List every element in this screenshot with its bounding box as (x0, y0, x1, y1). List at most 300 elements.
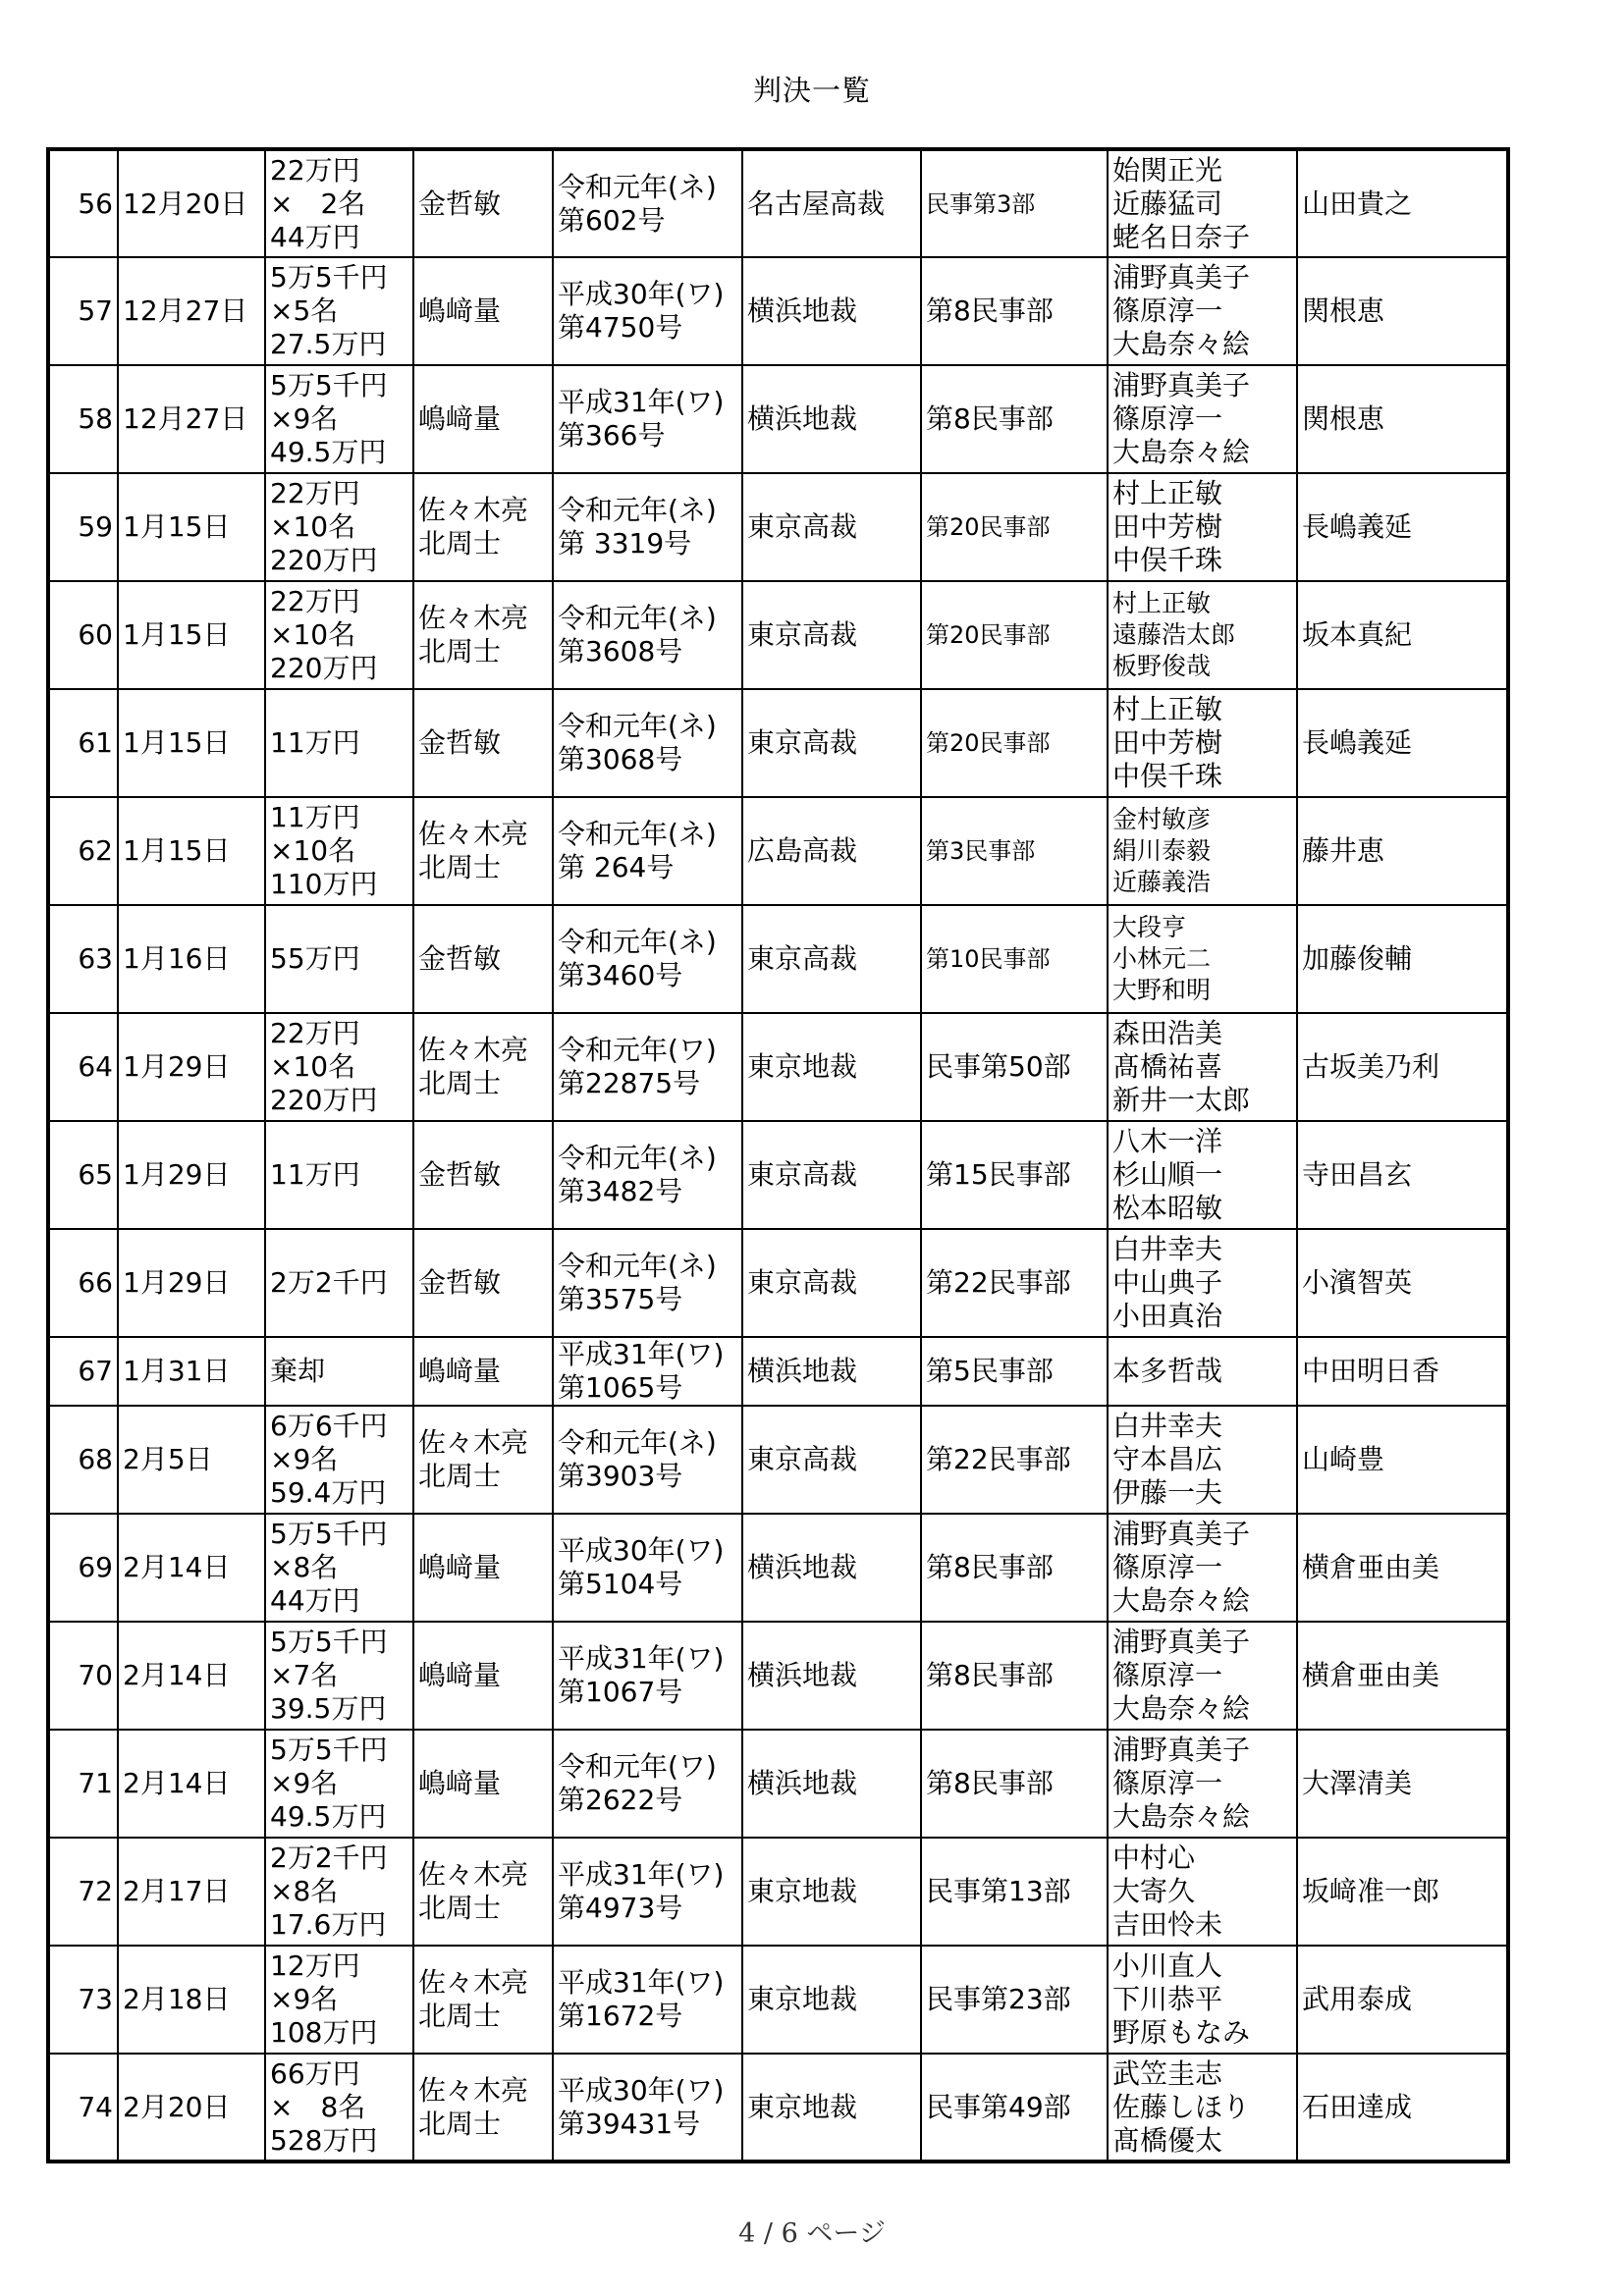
case-number-line: 第22875号 (558, 1067, 701, 1099)
award-amount-line: 220万円 (270, 652, 378, 684)
judge-names (1108, 1406, 1297, 1514)
court-division: 第10民事部 (921, 905, 1108, 1013)
award-amount-line: ×7名 (270, 1659, 339, 1691)
judge-name: 大島奈々絵 (1112, 1692, 1251, 1725)
court-name: 東京地裁 (742, 1013, 921, 1121)
case-number-line: 平成30年(ワ) (558, 278, 725, 310)
lawyer-name: 金哲敏 (418, 1158, 502, 1191)
award-amount-line: 2万2千円 (270, 1842, 388, 1874)
judge-name: 森田浩美 (1112, 1017, 1223, 1049)
clerk-name: 山田貴之 (1297, 149, 1508, 257)
case-number-line: 第3460号 (558, 959, 683, 991)
lawyer-name: 嶋﨑量 (418, 1551, 502, 1583)
case-number (553, 797, 742, 905)
judge-name: 白井幸夫 (1112, 1410, 1223, 1442)
court-division: 民事第13部 (921, 1838, 1108, 1946)
row-number: 72 (48, 1838, 118, 1946)
judge-name: 大島奈々絵 (1112, 328, 1251, 360)
judge-name: 中俣千珠 (1112, 544, 1223, 576)
row-number: 56 (48, 149, 118, 257)
court-division: 第8民事部 (921, 257, 1108, 365)
judge-name: 浦野真美子 (1112, 1626, 1251, 1658)
page-footer: 4 / 6 ページ (738, 2218, 886, 2249)
judge-name: 村上正敏 (1112, 589, 1212, 617)
case-number-line: 平成31年(ワ) (558, 1858, 725, 1891)
judge-name: 大島奈々絵 (1112, 1800, 1251, 1833)
judge-name: 浦野真美子 (1112, 1518, 1251, 1550)
judge-name: 篠原淳一 (1112, 1551, 1223, 1583)
award-amount-line: ×8名 (270, 1551, 339, 1583)
judge-names (1108, 1946, 1297, 2054)
award-amount-line: 11万円 (270, 726, 360, 759)
court-name: 名古屋高裁 (742, 149, 921, 257)
case-number (553, 1730, 742, 1838)
lawyer-names (413, 1013, 553, 1121)
award-amount (265, 257, 413, 365)
award-amount (265, 1229, 413, 1337)
table-row (48, 1622, 1508, 1730)
court-division: 民事第49部 (921, 2054, 1108, 2162)
judge-name: 板野俊哉 (1112, 652, 1212, 680)
lawyer-name: 嶋﨑量 (418, 1659, 502, 1691)
judge-name: 髙橋優太 (1112, 2123, 1223, 2157)
clerk-name: 藤井恵 (1297, 797, 1508, 905)
court-name: 横浜地裁 (742, 1730, 921, 1838)
clerk-name: 山崎豊 (1297, 1406, 1508, 1514)
judge-name: 守本昌広 (1112, 1443, 1223, 1475)
table-row (48, 581, 1508, 689)
judge-name: 篠原淳一 (1112, 402, 1223, 435)
case-number-line: 平成30年(ワ) (558, 1534, 725, 1567)
row-number: 63 (48, 905, 118, 1013)
judge-names (1108, 2054, 1297, 2162)
case-number-line: 第1065号 (558, 1371, 683, 1404)
award-amount-line: 22万円 (270, 477, 360, 509)
judge-name: 大寄久 (1112, 1875, 1196, 1907)
judge-name: 村上正敏 (1112, 693, 1223, 725)
case-number-line: 令和元年(ネ) (558, 602, 717, 634)
court-name: 東京高裁 (742, 905, 921, 1013)
clerk-name: 石田達成 (1297, 2054, 1508, 2162)
row-number: 57 (48, 257, 118, 365)
judge-names (1108, 1121, 1297, 1229)
court-name: 東京地裁 (742, 2054, 921, 2162)
award-amount-line: 55万円 (270, 942, 360, 975)
table-row (48, 1946, 1508, 2054)
award-amount (265, 1514, 413, 1622)
judge-name: 小田真治 (1112, 1300, 1223, 1332)
award-amount-line: 59.4万円 (270, 1476, 387, 1509)
award-amount-line: 17.6万円 (270, 1908, 387, 1941)
court-division: 民事第3部 (921, 149, 1108, 257)
judge-name: 近藤猛司 (1112, 187, 1223, 220)
ruling-date: 1月29日 (118, 1229, 265, 1337)
court-name: 広島高裁 (742, 797, 921, 905)
row-number: 61 (48, 689, 118, 797)
award-amount-line: 27.5万円 (270, 328, 387, 360)
ruling-date: 1月29日 (118, 1013, 265, 1121)
ruling-date: 12月20日 (118, 149, 265, 257)
case-number (553, 905, 742, 1013)
lawyer-name: 北周士 (418, 527, 502, 560)
award-amount-line: 44万円 (270, 220, 360, 253)
ruling-date: 12月27日 (118, 365, 265, 473)
judge-names (1108, 473, 1297, 581)
court-division: 第8民事部 (921, 365, 1108, 473)
award-amount-line: 220万円 (270, 1084, 378, 1116)
row-number: 65 (48, 1121, 118, 1229)
table-row (48, 1121, 1508, 1229)
award-amount-line: 49.5万円 (270, 1800, 387, 1833)
case-number (553, 473, 742, 581)
case-number-line: 第3575号 (558, 1283, 683, 1315)
court-division: 第20民事部 (921, 581, 1108, 689)
case-number-line: 第4973号 (558, 1892, 683, 1924)
award-amount-line: × 2名 (270, 187, 366, 220)
case-number-line: 第5104号 (558, 1568, 683, 1600)
award-amount-line: ×9名 (270, 402, 339, 435)
award-amount (265, 1121, 413, 1229)
row-number: 64 (48, 1013, 118, 1121)
judge-names (1108, 365, 1297, 473)
award-amount-line: 39.5万円 (270, 1692, 387, 1725)
court-division: 第20民事部 (921, 473, 1108, 581)
court-name: 東京高裁 (742, 689, 921, 797)
judge-names (1108, 257, 1297, 365)
ruling-date: 1月31日 (118, 1337, 265, 1406)
table-body (48, 149, 1508, 2162)
clerk-name: 長嶋義延 (1297, 689, 1508, 797)
lawyer-name: 金哲敏 (418, 187, 502, 220)
court-division: 第8民事部 (921, 1622, 1108, 1730)
award-amount-line: ×10名 (270, 1050, 356, 1083)
judge-name: 杉山順一 (1112, 1158, 1223, 1191)
ruling-date: 1月29日 (118, 1121, 265, 1229)
ruling-date: 2月14日 (118, 1730, 265, 1838)
clerk-name: 寺田昌玄 (1297, 1121, 1508, 1229)
court-name: 東京高裁 (742, 473, 921, 581)
case-number-line: 第2622号 (558, 1784, 683, 1816)
lawyer-name: 北周士 (418, 635, 502, 667)
judge-name: 本多哲哉 (1112, 1355, 1223, 1387)
case-number (553, 1514, 742, 1622)
clerk-name: 坂本真紀 (1297, 581, 1508, 689)
award-amount-line: 12万円 (270, 1949, 360, 1982)
lawyer-name: 佐々木亮 (418, 1858, 529, 1891)
court-division: 第22民事部 (921, 1229, 1108, 1337)
judge-name: 篠原淳一 (1112, 1659, 1223, 1691)
judge-name: 始関正光 (1112, 153, 1223, 187)
case-number-line: 平成31年(ワ) (558, 1338, 725, 1370)
court-division: 第5民事部 (921, 1337, 1108, 1406)
lawyer-names (413, 365, 553, 473)
award-amount-line: 220万円 (270, 544, 378, 576)
table-row (48, 905, 1508, 1013)
court-name: 横浜地裁 (742, 257, 921, 365)
case-number-line: 令和元年(ネ) (558, 1250, 717, 1282)
case-number (553, 257, 742, 365)
ruling-date: 1月15日 (118, 689, 265, 797)
row-number: 70 (48, 1622, 118, 1730)
judge-names (1108, 1838, 1297, 1946)
court-name: 東京高裁 (742, 581, 921, 689)
clerk-name: 横倉亜由美 (1297, 1622, 1508, 1730)
lawyer-name: 佐々木亮 (418, 602, 529, 634)
award-amount (265, 1838, 413, 1946)
lawyer-names (413, 1229, 553, 1337)
judge-name: 中俣千珠 (1112, 760, 1223, 792)
court-division: 第20民事部 (921, 689, 1108, 797)
lawyer-names (413, 1514, 553, 1622)
case-number-line: 第1067号 (558, 1676, 683, 1708)
table-row (48, 689, 1508, 797)
lawyer-name: 佐々木亮 (418, 494, 529, 526)
ruling-date: 2月17日 (118, 1838, 265, 1946)
judge-names (1108, 1337, 1297, 1406)
ruling-date: 1月15日 (118, 581, 265, 689)
judge-name: 大島奈々絵 (1112, 1584, 1251, 1617)
lawyer-name: 佐々木亮 (418, 818, 529, 850)
court-name: 東京高裁 (742, 1406, 921, 1514)
award-amount-line: ×9名 (270, 1443, 339, 1475)
award-amount-line: ×8名 (270, 1875, 339, 1907)
award-amount-line: × 8名 (270, 2090, 366, 2123)
award-amount (265, 1406, 413, 1514)
row-number: 74 (48, 2054, 118, 2162)
clerk-name: 長嶋義延 (1297, 473, 1508, 581)
lawyer-name: 嶋﨑量 (418, 1355, 502, 1387)
case-number-line: 第1672号 (558, 2000, 683, 2032)
row-number: 59 (48, 473, 118, 581)
case-number-line: 令和元年(ネ) (558, 818, 717, 850)
lawyer-names (413, 2054, 553, 2162)
court-division: 第15民事部 (921, 1121, 1108, 1229)
award-amount (265, 1730, 413, 1838)
judge-name: 蛯名日奈子 (1112, 220, 1251, 253)
ruling-date: 1月16日 (118, 905, 265, 1013)
award-amount-line: 22万円 (270, 153, 360, 187)
table-row (48, 797, 1508, 905)
case-number-line: 平成30年(ワ) (558, 2073, 725, 2107)
lawyer-name: 嶋﨑量 (418, 294, 502, 327)
court-name: 横浜地裁 (742, 1514, 921, 1622)
table-row (48, 1013, 1508, 1121)
row-number: 73 (48, 1946, 118, 2054)
ruling-date: 2月5日 (118, 1406, 265, 1514)
judge-name: 大島奈々絵 (1112, 436, 1251, 468)
award-amount-line: 66万円 (270, 2056, 360, 2090)
award-amount-line: 5万5千円 (270, 1626, 388, 1658)
clerk-name: 関根恵 (1297, 257, 1508, 365)
judge-name: 浦野真美子 (1112, 1734, 1251, 1766)
lawyer-names (413, 689, 553, 797)
case-number (553, 1121, 742, 1229)
lawyer-names (413, 473, 553, 581)
award-amount-line: ×10名 (270, 834, 356, 867)
award-amount-line: 5万5千円 (270, 261, 388, 294)
row-number: 62 (48, 797, 118, 905)
judge-name: 近藤義浩 (1112, 868, 1212, 896)
case-number-line: 令和元年(ネ) (558, 1426, 717, 1459)
table-row (48, 257, 1508, 365)
judge-name: 伊藤一夫 (1112, 1476, 1223, 1509)
row-number: 68 (48, 1406, 118, 1514)
clerk-name: 小濱智英 (1297, 1229, 1508, 1337)
award-amount-line: 棄却 (270, 1355, 326, 1387)
court-name: 横浜地裁 (742, 1622, 921, 1730)
case-number-line: 令和元年(ワ) (558, 1034, 717, 1066)
table-row (48, 1838, 1508, 1946)
award-amount-line: 110万円 (270, 868, 378, 900)
award-amount-line: ×10名 (270, 618, 356, 651)
ruling-date: 1月15日 (118, 473, 265, 581)
judge-name: 吉田怜未 (1112, 1908, 1223, 1941)
lawyer-names (413, 1406, 553, 1514)
lawyer-name: 佐々木亮 (418, 1034, 529, 1066)
lawyer-names (413, 905, 553, 1013)
case-number-line: 令和元年(ネ) (558, 926, 717, 958)
clerk-name: 横倉亜由美 (1297, 1514, 1508, 1622)
lawyer-name: 嶋﨑量 (418, 1767, 502, 1799)
case-number-line: 令和元年(ワ) (558, 1750, 717, 1783)
judge-name: 松本昭敏 (1112, 1192, 1223, 1224)
judge-name: 村上正敏 (1112, 477, 1223, 509)
page-title: 判決一覧 (752, 74, 871, 107)
lawyer-names (413, 149, 553, 257)
case-number (553, 1622, 742, 1730)
lawyer-name: 金哲敏 (418, 726, 502, 759)
award-amount (265, 473, 413, 581)
judge-names (1108, 581, 1297, 689)
court-division: 民事第50部 (921, 1013, 1108, 1121)
award-amount-line: 11万円 (270, 801, 360, 833)
court-name: 横浜地裁 (742, 365, 921, 473)
award-amount (265, 365, 413, 473)
lawyer-name: 北周士 (418, 1460, 502, 1492)
row-number: 71 (48, 1730, 118, 1838)
court-name: 東京高裁 (742, 1121, 921, 1229)
award-amount-line: 44万円 (270, 1584, 360, 1617)
award-amount (265, 1622, 413, 1730)
clerk-name: 中田明日香 (1297, 1337, 1508, 1406)
award-amount-line: 5万5千円 (270, 1518, 388, 1550)
lawyer-name: 佐々木亮 (418, 2073, 529, 2107)
case-number-line: 第3068号 (558, 743, 683, 775)
row-number: 58 (48, 365, 118, 473)
lawyer-name: 金哲敏 (418, 1266, 502, 1299)
award-amount (265, 2054, 413, 2162)
award-amount (265, 1013, 413, 1121)
award-amount-line: 6万6千円 (270, 1410, 388, 1442)
lawyer-names (413, 1946, 553, 2054)
court-name: 東京地裁 (742, 1838, 921, 1946)
case-number-line: 平成31年(ワ) (558, 1642, 725, 1675)
case-number (553, 2054, 742, 2162)
clerk-name: 古坂美乃利 (1297, 1013, 1508, 1121)
lawyer-names (413, 1622, 553, 1730)
judge-names (1108, 905, 1297, 1013)
case-number-line: 令和元年(ネ) (558, 170, 717, 203)
case-number-line: 平成31年(ワ) (558, 386, 725, 418)
judge-name: 佐藤しほり (1112, 2090, 1251, 2123)
ruling-date: 2月20日 (118, 2054, 265, 2162)
table-row (48, 1337, 1508, 1406)
award-amount-line: 49.5万円 (270, 436, 387, 468)
table-row (48, 1514, 1508, 1622)
table-row (48, 2054, 1508, 2162)
judge-name: 遠藤浩太郎 (1112, 620, 1236, 649)
judge-name: 田中芳樹 (1112, 510, 1223, 543)
lawyer-name: 北周士 (418, 2107, 502, 2140)
lawyer-names (413, 581, 553, 689)
judge-name: 武笠圭志 (1112, 2056, 1223, 2090)
award-amount (265, 581, 413, 689)
judge-name: 絹川泰毅 (1112, 836, 1212, 865)
ruling-date: 2月14日 (118, 1622, 265, 1730)
award-amount (265, 149, 413, 257)
lawyer-names (413, 257, 553, 365)
ruling-date: 1月15日 (118, 797, 265, 905)
table-row (48, 365, 1508, 473)
award-amount (265, 1946, 413, 2054)
judge-name: 浦野真美子 (1112, 369, 1251, 401)
award-amount-line: 108万円 (270, 2016, 378, 2049)
lawyer-name: 佐々木亮 (418, 1966, 529, 1999)
award-amount-line: 22万円 (270, 1017, 360, 1049)
clerk-name: 関根恵 (1297, 365, 1508, 473)
case-number-line: 令和元年(ネ) (558, 494, 717, 526)
ruling-date: 12月27日 (118, 257, 265, 365)
row-number: 69 (48, 1514, 118, 1622)
judge-name: 篠原淳一 (1112, 294, 1223, 327)
case-number (553, 1229, 742, 1337)
award-amount (265, 1337, 413, 1406)
court-division: 第8民事部 (921, 1730, 1108, 1838)
court-division: 民事第23部 (921, 1946, 1108, 2054)
judge-name: 大野和明 (1112, 976, 1212, 1004)
case-number-line: 第39431号 (558, 2107, 701, 2140)
case-number (553, 1946, 742, 2054)
award-amount-line: 2万2千円 (270, 1266, 388, 1299)
judge-names (1108, 689, 1297, 797)
lawyer-names (413, 1730, 553, 1838)
case-number-line: 第3903号 (558, 1460, 683, 1492)
court-division: 第8民事部 (921, 1514, 1108, 1622)
case-number-line: 平成31年(ワ) (558, 1966, 725, 1999)
award-amount-line: 5万5千円 (270, 1734, 388, 1766)
table-row (48, 1229, 1508, 1337)
court-name: 東京高裁 (742, 1229, 921, 1337)
lawyer-names (413, 1121, 553, 1229)
judge-names (1108, 1013, 1297, 1121)
case-number (553, 1337, 742, 1406)
table-row (48, 1730, 1508, 1838)
judge-name: 中山典子 (1112, 1266, 1223, 1299)
case-number-line: 第3482号 (558, 1175, 683, 1207)
ruling-date: 2月18日 (118, 1946, 265, 2054)
judge-name: 篠原淳一 (1112, 1767, 1223, 1799)
case-number-line: 第 264号 (558, 851, 675, 883)
judge-names (1108, 797, 1297, 905)
lawyer-name: 佐々木亮 (418, 1426, 529, 1459)
row-number: 67 (48, 1337, 118, 1406)
lawyer-names (413, 1337, 553, 1406)
judge-name: 小川直人 (1112, 1949, 1223, 1982)
case-number (553, 689, 742, 797)
case-number (553, 1013, 742, 1121)
judge-names (1108, 1514, 1297, 1622)
table-row (48, 473, 1508, 581)
